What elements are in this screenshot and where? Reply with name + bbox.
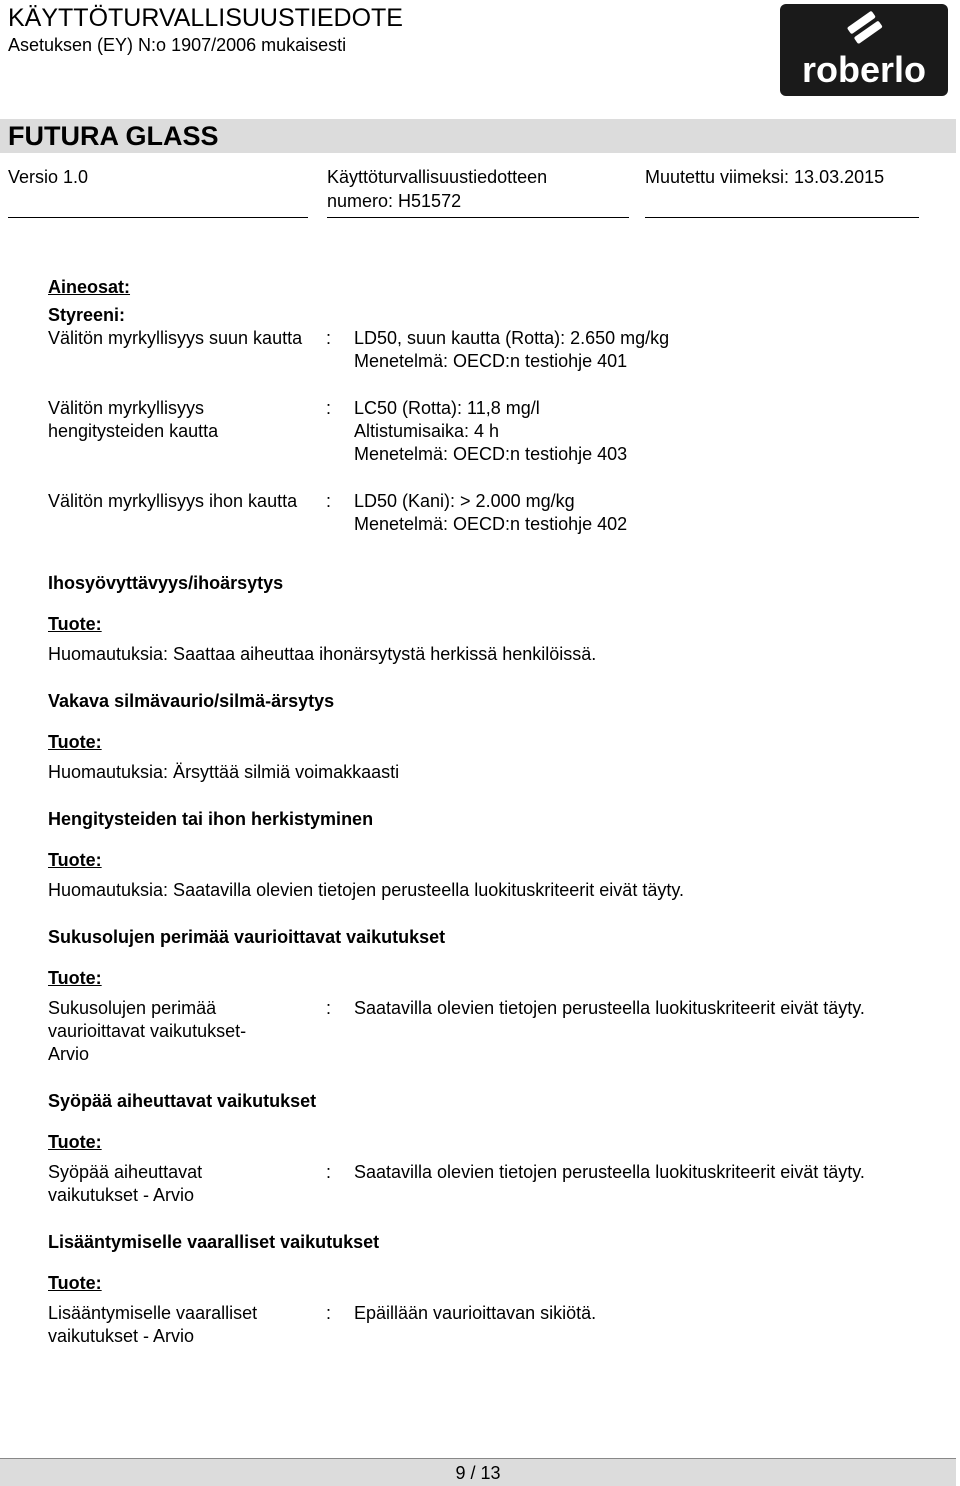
tox-row-dermal	[48, 490, 928, 536]
header-rule-middle	[327, 217, 629, 218]
skin-note: Huomautuksia: Saattaa aiheuttaa ihonärsytystä herkissä henkilöissä.	[48, 644, 597, 664]
product-name: FUTURA GLASS	[8, 121, 219, 151]
page-content	[48, 276, 928, 1372]
page-number: 9 / 13	[455, 1463, 501, 1483]
mutagenicity-label: Sukusolujen perimää vaurioittavat vaikutukset- Arvio	[48, 998, 247, 1064]
mutagenicity-value: Saatavilla olevien tietojen perusteella luokituskriteerit eivät täyty.	[354, 998, 865, 1018]
separator: :	[326, 998, 332, 1018]
tox-value: Menetelmä: OECD:n testiohje 403	[354, 444, 628, 464]
tox-values	[354, 490, 928, 536]
reproductive-heading: Lisääntymiselle vaaralliset vaikutukset	[48, 1232, 380, 1252]
tox-value: LD50, suun kautta (Rotta): 2.650 mg/kg	[354, 328, 670, 348]
ingredients-heading: Aineosat:	[48, 277, 131, 297]
header-rule-right	[645, 217, 919, 218]
eye-heading: Vakava silmävaurio/silmä-ärsytys	[48, 691, 335, 711]
carcinogenicity-heading: Syöpää aiheuttavat vaikutukset	[48, 1091, 317, 1111]
reproductive-row	[48, 1302, 928, 1348]
tox-label: Välitön myrkyllisyys suun kautta	[48, 328, 303, 348]
skin-product-label: Tuote:	[48, 614, 102, 634]
separator: :	[326, 1162, 332, 1182]
carcinogenicity-product-label: Tuote:	[48, 1132, 102, 1152]
sensitization-heading: Hengitysteiden tai ihon herkistyminen	[48, 809, 374, 829]
roberlo-logo	[780, 4, 948, 96]
tox-values	[354, 327, 928, 373]
tox-value: Menetelmä: OECD:n testiohje 401	[354, 351, 628, 371]
tox-label: Välitön myrkyllisyys hengitysteiden kautta	[48, 398, 219, 441]
separator: :	[326, 398, 332, 418]
separator: :	[326, 491, 332, 511]
separator: :	[326, 328, 332, 348]
mutagenicity-product-label: Tuote:	[48, 968, 102, 988]
regulation-subtitle: Asetuksen (EY) N:o 1907/2006 mukaisesti	[8, 35, 347, 55]
document-title: KÄYTTÖTURVALLISUUSTIEDOTE	[8, 4, 403, 32]
tox-values	[354, 397, 928, 466]
mutagenicity-row	[48, 997, 928, 1066]
carcinogenicity-row	[48, 1161, 928, 1207]
reproductive-label: Lisääntymiselle vaaralliset vaikutukset - Arvio	[48, 1303, 258, 1346]
sds-number: Käyttöturvallisuustiedotteen numero: H51572	[327, 167, 548, 211]
substance-name: Styreeni:	[48, 305, 126, 325]
mutagenicity-heading: Sukusolujen perimää vaurioittavat vaikutukset	[48, 927, 446, 947]
tox-label: Välitön myrkyllisyys ihon kautta	[48, 491, 298, 511]
logo-wordmark: roberlo	[801, 49, 927, 90]
separator: :	[326, 1303, 332, 1323]
tox-row-inhalation	[48, 397, 928, 466]
last-modified: Muutettu viimeksi: 13.03.2015	[645, 167, 885, 187]
sensitization-note: Huomautuksia: Saatavilla olevien tietojen perusteella luokituskriteerit eivät täyty.	[48, 880, 684, 900]
carcinogenicity-value: Saatavilla olevien tietojen perusteella luokituskriteerit eivät täyty.	[354, 1162, 865, 1182]
version-label: Versio 1.0	[8, 167, 89, 187]
eye-note: Huomautuksia: Ärsyttää silmiä voimakkaasti	[48, 762, 400, 782]
carcinogenicity-label: Syöpää aiheuttavat vaikutukset - Arvio	[48, 1162, 203, 1205]
reproductive-product-label: Tuote:	[48, 1273, 102, 1293]
header-rule-left	[8, 217, 308, 218]
tox-row-oral	[48, 327, 928, 373]
eye-product-label: Tuote:	[48, 732, 102, 752]
reproductive-value: Epäillään vaurioittavan sikiötä.	[354, 1303, 597, 1323]
tox-value: Menetelmä: OECD:n testiohje 402	[354, 514, 628, 534]
tox-value: Altistumisaika: 4 h	[354, 421, 500, 441]
skin-heading: Ihosyövyttävyys/ihoärsytys	[48, 573, 284, 593]
tox-value: LC50 (Rotta): 11,8 mg/l	[354, 398, 540, 418]
sensitization-product-label: Tuote:	[48, 850, 102, 870]
tox-value: LD50 (Kani): > 2.000 mg/kg	[354, 491, 575, 511]
